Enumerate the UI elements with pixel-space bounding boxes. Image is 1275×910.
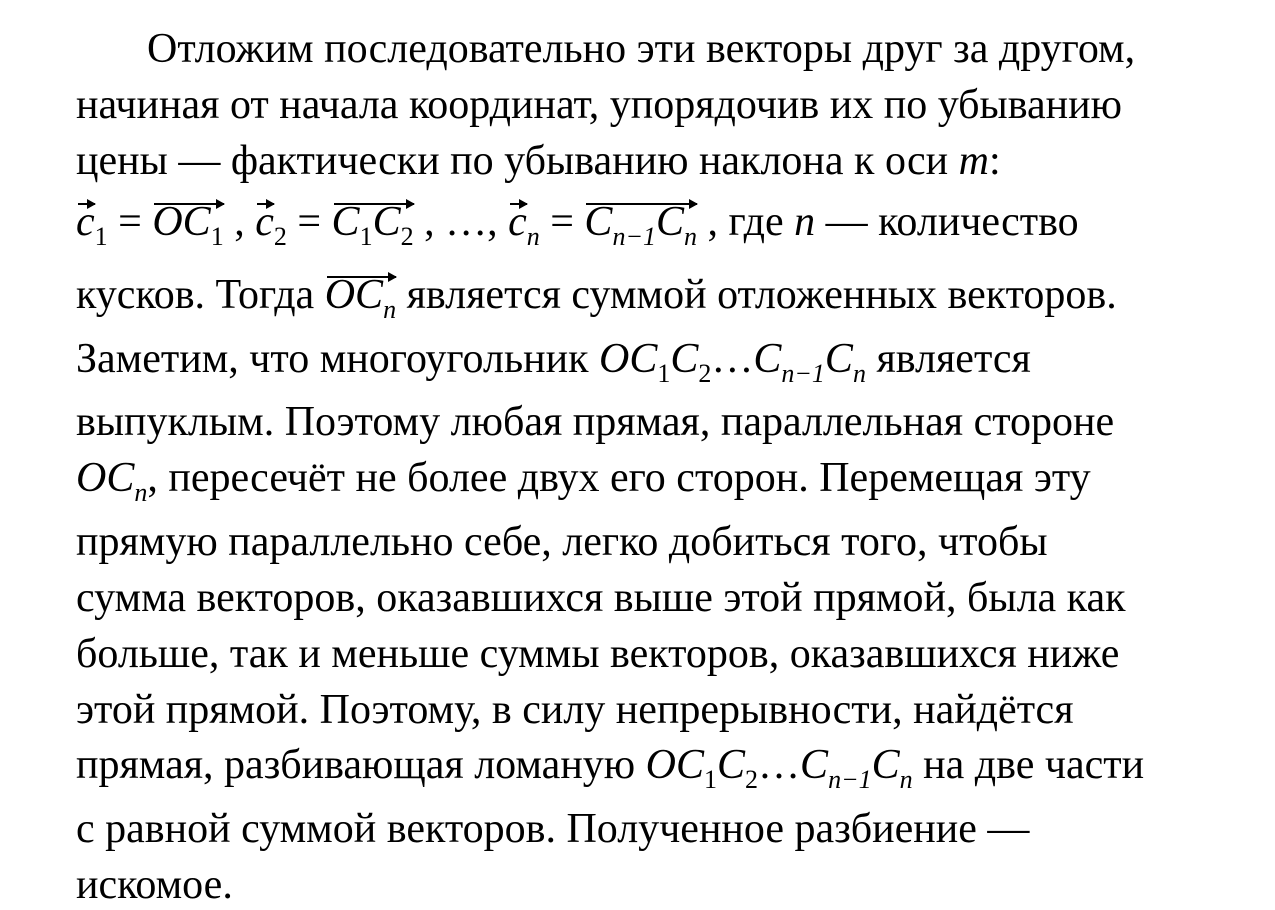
text-line-10: сумма векторов, оказавшихся выше этой прямой, была как (76, 575, 1126, 621)
tail-text-b: — количество (815, 199, 1079, 245)
text-line-2: начиная от начала координат, упорядочив их по убыванию (76, 82, 1122, 128)
text-line-6-b: является (865, 336, 1031, 382)
text-line-5-a: кусков. Тогда (76, 272, 325, 318)
variable-n: n (794, 199, 816, 245)
vector-cn: $c_n$ (508, 199, 540, 251)
text-line-12: этой прямой. Поэтому, в силу непрерывности, найдётся (76, 687, 1074, 733)
text-line-3-colon: : (988, 138, 1001, 184)
vector-ocn: $OC_n$ (324, 272, 397, 324)
text-line-5 (76, 272, 1117, 324)
equals-sign: = (107, 199, 153, 245)
text-line-8-text: , пересечёт не более двух его сторон. Перемещая эту (147, 455, 1091, 501)
vector-cn-arrow: c (508, 199, 527, 245)
variable-m: m (958, 138, 989, 184)
text-line-3 (76, 140, 1001, 182)
text-line-14: с равной суммой векторов. Полученное разбиение — (76, 806, 1030, 852)
polyline-formula: $OC_1C_2\dots C_{n-1}C_n$ (645, 742, 913, 794)
equals-sign: = (286, 199, 332, 245)
text-line-1: Отложим последовательно эти векторы друг за другом, (147, 26, 1136, 72)
text-line-8 (76, 455, 1091, 507)
text-line-13 (76, 742, 1145, 794)
text-line-5-b: является суммой отложенных векторов. (396, 272, 1117, 318)
variable-ocn: $OC_n$ (76, 455, 148, 507)
vector-oc1: $OC_1$ (152, 199, 224, 251)
text-line-7: выпуклым. Поэтому любая прямая, параллельная стороне (76, 399, 1115, 445)
vector-c2: $c_2$ (255, 199, 287, 251)
text-line-13-a: прямая, разбивающая ломаную (76, 742, 646, 788)
vector-cn1cn: $C_{n-1}C_n$ (584, 199, 697, 251)
vector-c1: $c_1$ (76, 199, 108, 251)
tail-text-a: , где (697, 199, 795, 245)
formula-line-vectors (76, 199, 1079, 251)
vector-c1c2: $C_1C_2$ (331, 199, 414, 251)
text-line-15: искомое. (76, 862, 233, 908)
equals-sign: = (539, 199, 585, 245)
vector-c1-arrow: c (76, 199, 95, 245)
separator-2: , …, (413, 199, 509, 245)
text-line-3-main: цены — фактически по убыванию наклона к оси (76, 138, 959, 184)
polygon-formula: $OC_1C_2\dots C_{n-1}C_n$ (598, 336, 866, 388)
text-line-6-a: Заметим, что многоугольник (76, 336, 599, 382)
text-line-11: больше, так и меньше суммы векторов, оказавшихся ниже (76, 631, 1120, 677)
vector-c2-arrow: c (255, 199, 274, 245)
text-line-9: прямую параллельно себе, легко добиться того, чтобы (76, 519, 1048, 565)
separator-1: , (223, 199, 256, 245)
text-line-13-b: на две части (912, 742, 1145, 788)
text-line-6 (76, 336, 1031, 388)
